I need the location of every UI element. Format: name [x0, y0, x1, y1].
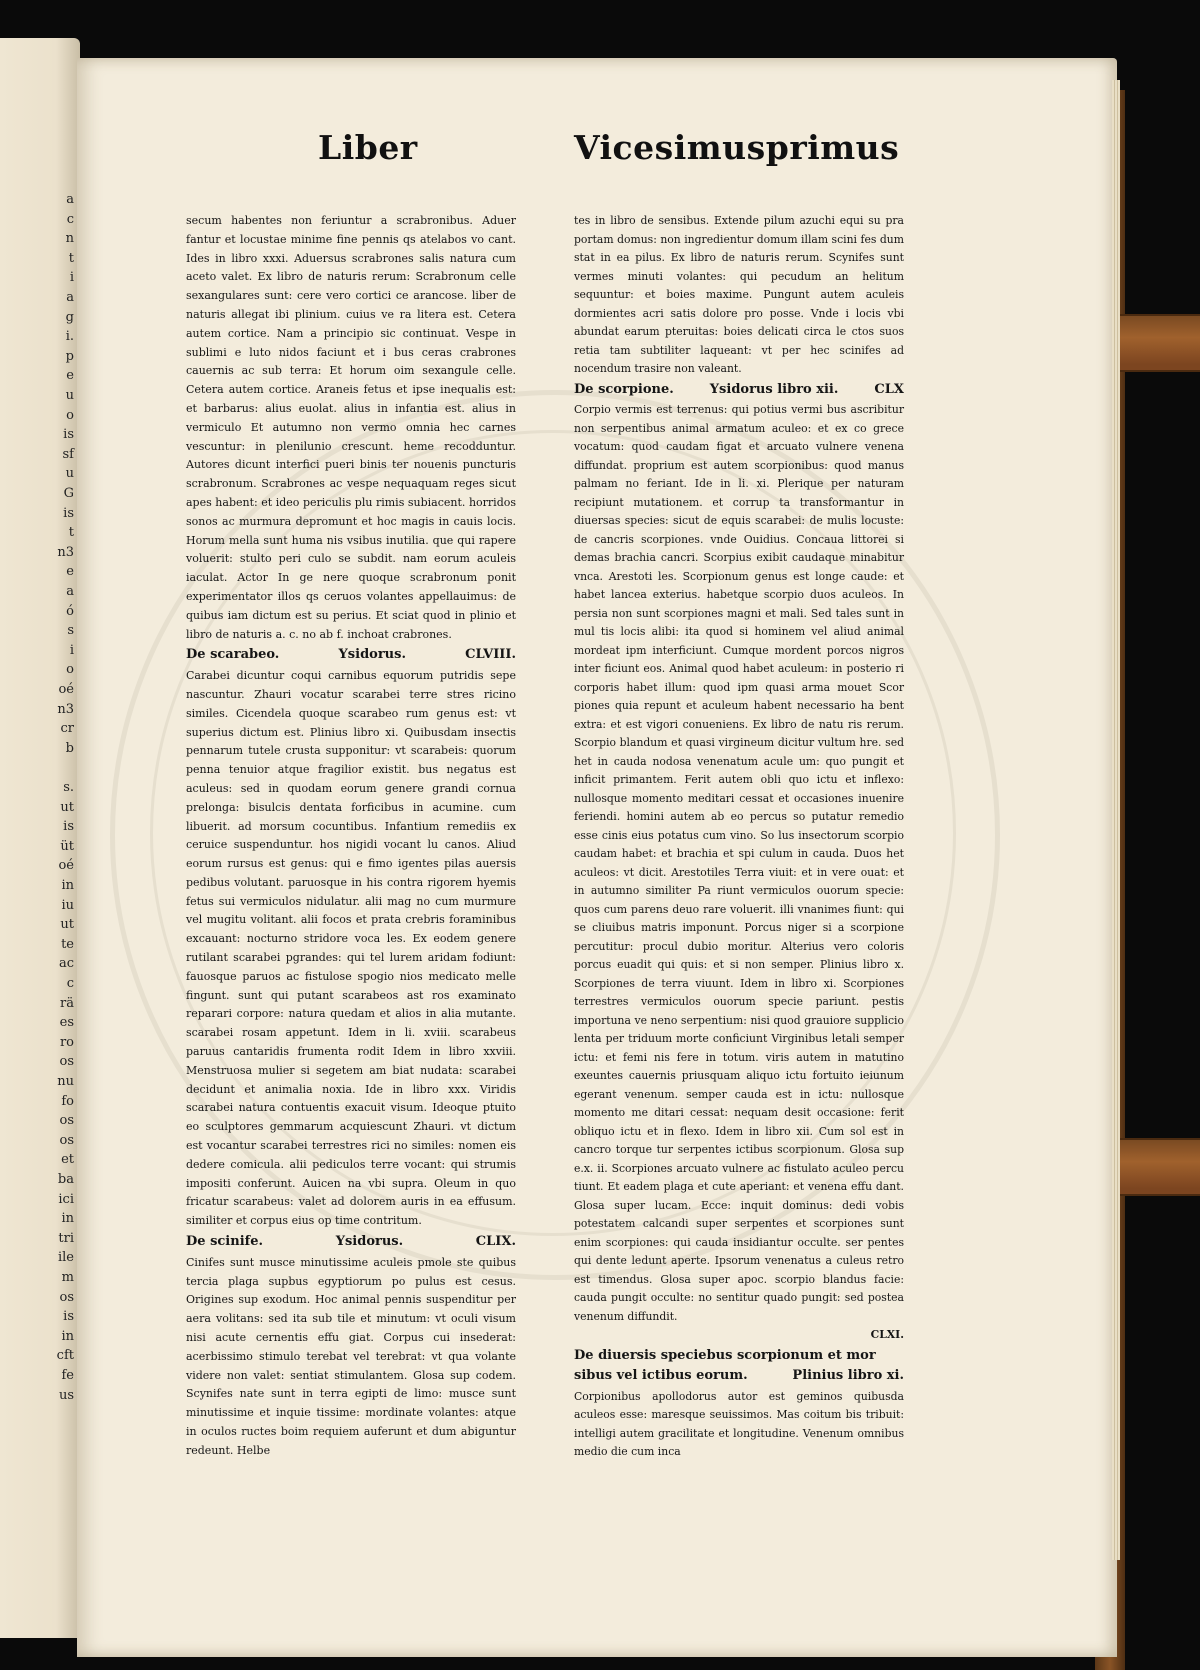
left-page-fragment: a [66, 192, 74, 207]
left-page-fragment: es [59, 1015, 74, 1031]
left-page-fragment: is [63, 505, 74, 521]
left-page-fragment: n3 [57, 544, 74, 560]
section-heading-title: De scarabeo. [186, 647, 280, 663]
left-page-fragment: tri [58, 1230, 74, 1246]
left-page-fragment: n3 [57, 701, 74, 717]
left-page-fragment: c [66, 976, 74, 991]
left-page-fragment: ac [58, 956, 74, 972]
left-page-fragment: i. [65, 329, 74, 345]
left-page-fragment: c [66, 211, 74, 227]
left-page-fragment: et [61, 1152, 74, 1168]
page-edges [1112, 80, 1120, 1560]
paragraph: secum habentes non feriuntur a scrabronibus. Aduer fantur et locustae minime fine pennis qs atelabos vo cant. Ides in libro xxxi. Aduersus scrabrones salis natura cum aceto valet. Ex libro de naturis rerum: Scrabronum celle sexangulares sunt: cere vero cortici ce arancose. liber de naturis allegat ibi plinium. cuius ve ra litera est. Cetera autem cortice. Nam a principio sic continuat. Vespe in sublimi e luto nidos faciunt et i bus ceras crabrones cauernis ac sub terra: Et horum oim sexangule celle. Cetera autem cortice. Araneis fetus et ipse inequalis est: et barbarus: alius euolat. alius in infantia est. alius in vermiculo Et autumno non vermo omnia hec carnes vescuntur: in plenilunio crescunt. heme recodduntur. Autores dicunt interfici pueri binis ter nouenis puncturis scrabronum. Scrabrones ac vespe nequaquam reges sicut apes habent: et ideo periculis plu rimis subiacent. horridos sonos ac murmura depromunt et hoc magis in cauis locis. Horum mella sunt huma nis vsibus inutilia. que qui rapere voluerit: stulto peri culo se subdit. nam eorum aculeis iaculat. Actor In ge nere quoque scrabronum ponit experimentator illos qs ceruos volantes appellauimus: de quibus iam dictum est su perius. Et sciat quod in plinio et libro de naturis a. c. no ab f. inchoat crabrones. [186, 214, 516, 641]
left-page-fragment: is [63, 427, 74, 443]
left-page-fragment: us [58, 1387, 74, 1403]
left-page-fragment: p [65, 348, 74, 364]
left-page-fragment: cr [60, 721, 74, 737]
left-page-fragment: ile [57, 1250, 74, 1266]
left-page-fragment: ba [57, 1172, 74, 1187]
left-page-fragment: g [65, 309, 74, 325]
left-page-fragment: s. [63, 780, 74, 795]
left-page-fragment: s [67, 623, 74, 639]
left-page-fragment: G [63, 486, 74, 501]
paragraph: Cinifes sunt musce minutissime aculeis pmole ste quibus tercia plaga supbus egyptiorum po pulus est cesus. Origines sup exodum. Hoc animal pennis suspenditur per aera volitans: sed ita sub tile et minutum: vt oculi visum nisi acute cernentis effu giat. Corpus cui insederat: acerbissimo stimulo terebat vel terebrat: vt qua volante videre non valet: sentiat stimulantem. Glosa sup codem. Scynifes nate sunt in terra egipti de limo: musce sunt minutissime et inquie tissime: mordinate volantes: atque in oculos ructes boim requiem auferunt et dum abiguntur redeunt. Helbe [186, 1255, 516, 1457]
section-heading-line1: De diuersis speciebus scorpionum et mor [574, 1347, 876, 1363]
left-page-fragment: a [66, 290, 74, 305]
left-page-fragment: ó [66, 603, 74, 619]
left-page-fragment: iu [61, 897, 74, 913]
left-page-fragment: fo [61, 1093, 74, 1109]
left-page-fragment: te [61, 936, 74, 952]
paragraph: Carabei dicuntur coqui carnibus equorum putridis sepe nascuntur. Zhauri vocatur scarabei terre stres ricino similes. Cicendela quoque scarabeo rum genus est: vt superius dictum est. Plinius libro xi. Quibusdam insectis pennarum tutele crusta supponitur: vt scarabeis: quorum penna tenuior atque fragilior existit. bus negatus est aculeus: sed in quodam eorum genere grandi cornua prelonga: bisulcis dentata forficibus in acumine. cum libuerit. ad morsum cocuntibus. Infantium remediis ex ceruice suspenduntur. hos nigidi vocant lu canos. Aliud eorum rursus est genus: qui e fimo igentes pilas auersis pedibus volutant. paruosque in his contra rigorem hyemis fetus sui vermiculos nidulatur. alii mag no cum murmure vel mugitu volitant. alii focos et prata crebris foraminibus excauant: nocturno stridore voca les. Ex eodem genere rutilant scarabei pgrandes: qui tel lurem aridam fodiunt: fauosque paruos ac fistulose spogio nios medicato melle fingunt. sunt qui putant scarabeos ast ros examinato reparari corpore: natura quedam et alios in alia mutante. scarabei rosam appetunt. Idem in li. xviii. scarabeus paruus cantaridis frumenta rodit Idem in libro xxviii. Menstruosa mulier si segetem am biat nudata: scarabei decidunt et animalia noxia. Ide in libro xxx. Viridis scarabei natura contuentis exacuit visum. Ideoque ptuito eo sculptores gemmarum acquiescunt Zhauri. vt dictum est vocantur scarabei terrestres rici no similes: nomen eis dedere comicula. alii pediculos terre vocant: qui strumis impositi conferunt. Auicen na vbi supra. Oleum in quo fricatur scarabeus: valet ad dolorem auris in ea effusum. similiter et corpus eius op time contritum. [186, 669, 516, 1228]
paragraph: Corpionibus apollodorus autor est geminos quibusda aculeos esse: maresque seuissimos. Mas coitum bis tribuit: intelligi autem gracilitate et longitudine. Venenum omnibus medio die cum inca [574, 1389, 904, 1458]
left-page-fragment: os [59, 1113, 74, 1129]
left-page-fragment: nu [57, 1074, 74, 1089]
section-heading [574, 381, 904, 400]
section-heading-source: Ysidorus. [335, 1234, 404, 1250]
leather-strap-upper [1108, 314, 1200, 372]
left-page-fragment: is [63, 819, 74, 835]
left-page-fragment: e [66, 564, 74, 580]
left-text-column [186, 212, 516, 1461]
section-heading [574, 1347, 904, 1366]
left-page-fragment: in [61, 1328, 74, 1344]
left-page-fragment: oé [58, 682, 74, 697]
left-page-fragment: is [63, 1309, 74, 1325]
running-head-right: Vicesimusprimus [574, 128, 900, 167]
section-heading-source: Ysidorus libro xii. [709, 381, 839, 397]
section-heading-line2: sibus vel ictibus eorum. [574, 1368, 748, 1383]
running-head-left: Liber [318, 128, 418, 167]
left-page-fragment: i [69, 270, 74, 286]
left-page-fragment: rä [60, 995, 74, 1011]
right-text-column [574, 212, 904, 1462]
section-heading-source: Ysidorus. [338, 647, 406, 663]
left-page-fragment: ut [60, 917, 74, 933]
section-heading-source: Plinius libro xi. [792, 1368, 904, 1383]
left-page-fragment: in [61, 1211, 74, 1227]
left-page-fragment: o [66, 407, 74, 423]
paragraph: tes in libro de sensibus. Extende pilum azuchi equi su pra portam domus: non ingredientur domum illam scini fes dum stat in ea pilus. Ex libro de naturis rerum. Scynifes sunt vermes minuti volantes: qui pecudum an helitum sequuntur: et boies maxime. Pungunt autem aculeis dormientes acri satis dolore pro posse. Vnde i locis vbi abundat earum pteruitas: boies delicati circa le ctos suos retia tam subtiliter laqueant: vt per hec scinifes ad nocendum trasire non valeant. [574, 214, 904, 375]
left-page-fragment: ici [58, 1191, 74, 1207]
left-page-fragment: ut [60, 799, 74, 815]
section-heading-num: CLIX. [475, 1234, 516, 1250]
section-heading-num: CLX [874, 381, 904, 397]
chapter-number: CLXI. [870, 1328, 904, 1341]
left-page-fragment: os [59, 1132, 74, 1148]
section-heading [574, 1367, 904, 1386]
left-page-fragment: i [69, 642, 74, 658]
left-page-fragment: b [65, 740, 74, 756]
section-heading-title: De scinife. [186, 1234, 264, 1250]
left-page-fragment: sf [62, 446, 74, 462]
left-page-fragment: ro [59, 1034, 74, 1050]
left-page-fragment: in [61, 878, 74, 893]
left-page-fragment: os [59, 1054, 74, 1070]
left-page-fragment: a [66, 584, 74, 599]
left-page-fragment: oé [58, 858, 74, 874]
left-page-fragment: n [65, 231, 74, 247]
section-heading [186, 1233, 516, 1252]
left-page-fragment: e [66, 368, 74, 384]
section-heading [186, 646, 516, 665]
section-heading-num: CLVIII. [465, 647, 516, 663]
left-page-fragment: m [61, 1270, 74, 1285]
left-page-fragment: üt [60, 838, 74, 854]
leather-strap-lower [1108, 1138, 1200, 1196]
left-page-fragment: os [59, 1289, 74, 1305]
left-page-fragment: t [68, 250, 74, 266]
left-page-fragment: t [68, 525, 74, 541]
left-page-fragment: o [66, 662, 74, 678]
left-page-fragment: u [65, 388, 74, 403]
left-page-edge [0, 38, 80, 1638]
left-page-fragment: cft [56, 1348, 74, 1364]
left-page-fragment: u [65, 466, 74, 482]
left-page-fragment: fe [61, 1368, 74, 1383]
section-heading-title: De scorpione. [574, 381, 674, 397]
paragraph: Corpio vermis est terrenus: qui potius vermi bus ascribitur non serpentibus animal armatum aculeo: et ex co grece vocatum: quod caudam figat et arcuato vulnere venena diffundat. proprium est autem scorpionibus: quod manus palmam no feriant. Ide in li. xi. Plerique per naturam recipiunt mutationem. et corrup ta transformantur in diuersas species: sicut de equis scarabei: de mulis locuste: de cancris scorpiones. vnde Ouidius. Concaua littorei si demas brachia cancri. Scorpius exibit caudaque minabitur vnca. Arestoti les. Scorpionum genus est longe caude: et habet lancea exterius. habetque scorpio duos aculeos. In persia non sunt scorpiones magni et mali. Sed tales sunt in mul tis locis alibi: ita quod si hominem vel aliud animal mordeat ipm interficiunt. Cumque mordent porcos nigros inter ficiunt eos. Animal quod habet aculeum: in posterio ri corporis habet illum: quod ipm quasi arma mouet Scor piones quia repunt et aculeum habent necessario ha bent extra: et est vigori conueniens. Ex libro de natu ris rerum. Scorpio blandum et quasi virgineum dicitur vultum hre. sed het in cauda nodosa venenatum acule um: quo pungit et inficit primantem. Ferit autem obli quo ictu et inflexo: nullosque momento meditari cessat et occasiones inuenire feriendi. homini autem ab eo percus so putatur remedio esse cinis eius potatus cum vino. So lus insectorum scorpio caudam habet: et brachia et spi culum in cauda. Duos het aculeos: vt dicit. Arestotiles Terra viuit: et in vere ouat: et in autumno similiter Pa riunt vermiculos ouorum specie: quos cum parens deuo rare voluerit. illi vnanimes fiunt: qui se cliuibus matris imponunt. Porcus niger si a scorpione percutitur: procul dubio moritur. Alterius vero coloris porcus euadit qui quis: et si non semper. Plinius libro x. Scorpiones de terra viuunt. Idem in libro xi. Scorpiones terrestres vermiculos ouorum specie pariunt. pestis importuna ve neno serpentium: nisi quod grauiore supplicio lenta per triduum morte conficiunt Virginibus letali semper ictu: et femi nis fere in totum. viris autem in matutino exeuntes cauernis priusquam aliquo ictu fortuito ieiunum egerant venenum. semper cauda est in ictu: nullosque momento me ditari cessat: nequam desit occasione: ferit obliquo ictu et in flexo. Idem in libro xii. Cum sol est in cancro torque tur serpentes ictibus scorpionum. Glosa sup e.x. ii. Scorpiones arcuato vulnere ac fistulato aculeo percu tiunt. Et eadem plaga et cute aperiant: et venena effu dant. Glosa super lucam. Ecce: inquit dominus: dedi vobis potestatem calcandi super serpentes et scorpiones sunt enim scorpiones: qui cauda insidiantur occulte. ser pentes qui dente ledunt aperte. Ipsorum venenatus a culeus retro est timendus. Glosa super apoc. scorpio blandus facie: cauda pungit occulte: no sentitur quado pungit: sed postea venenum diffundit. [574, 403, 904, 1323]
